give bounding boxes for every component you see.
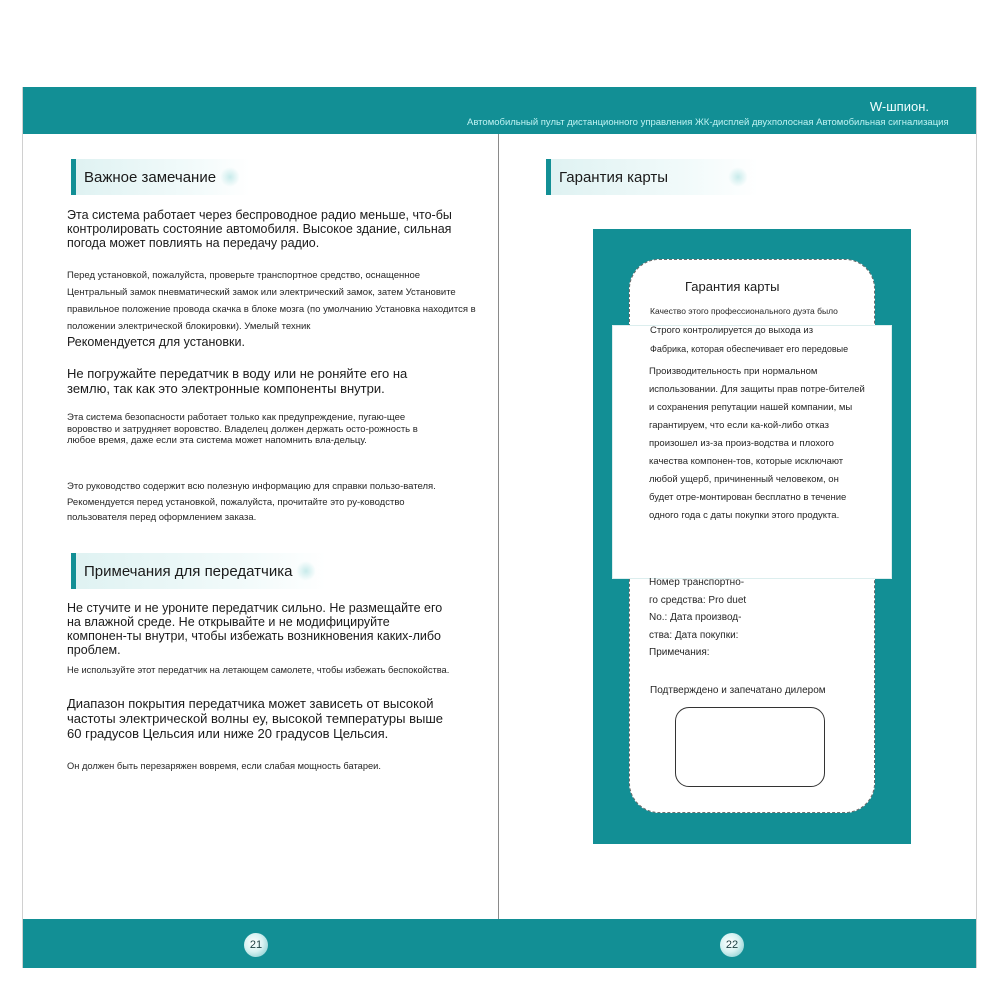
heading-transmitter-notes (71, 553, 316, 589)
heading-label: Важное замечание (76, 159, 250, 195)
heading-fade (728, 167, 748, 187)
paragraph-installation-block (67, 267, 477, 349)
heading-label: Гарантия карты (551, 159, 758, 195)
paragraph-installation-end: Рекомендуется для установки. (67, 335, 245, 349)
heading-fade (220, 167, 240, 187)
paragraph-transmitter-handling: Не стучите и не уроните передатчик сильно. Не размещайте его на влажной среде. Не открывайте и не модифицируйте компонен-ты внутри, чтобы избежать возникновения каких-либо проблем. (67, 601, 443, 657)
form-production-date-label: No.: Дата производ- (649, 612, 742, 623)
form-vehicle-number-label: Номер транспортно- (649, 577, 745, 588)
dealer-stamp-box (675, 707, 825, 787)
paragraph-battery-note: Он должен быть перезаряжен вовремя, если слабая мощность батареи. (67, 761, 381, 771)
warranty-card-title: Гарантия карты (685, 279, 780, 294)
heading-warranty-card (546, 159, 748, 195)
warranty-line-1: Качество этого профессионального дуэта было (650, 306, 838, 316)
brand-name: W-шпион. (869, 99, 929, 114)
paragraph-range-note: Диапазон покрытия передатчика может зависеть от высокой частоты электрической волны еу, высокой температуры выше 60 градусов Цельсия или ниже 20 градусов Цельсия. (67, 696, 444, 741)
paragraph-radio-notice: Эта система работает через беспроводное радио меньше, что-бы контролировать состояние автомобиля. Высокое здание, сильная погода может повлиять на передачу радио. (67, 208, 452, 250)
warranty-card (593, 229, 911, 844)
header-subtitle: Автомобильный пульт дистанционного управления ЖК-дисплей двухполосная Автомобильная сигнализация (467, 117, 949, 128)
paragraph-airplane-warning: Не используйте этот передатчик на летающем самолете, чтобы избежать беспокойства. (67, 665, 450, 675)
paragraph-security-warning: Эта система безопасности работает только как предупреждение, пугаю-щее воровство и затрудняет воровство. Владелец должен держать осто-рожность в любое время, даже если эта система может напомнить вла-дельцу. (67, 412, 418, 446)
heading-label: Примечания для передатчика (76, 553, 326, 589)
form-purchase-date-label: ства: Дата покупки: (649, 629, 739, 641)
paragraph-installation: Перед установкой, пожалуйста, проверьте транспортное средство, оснащенное Центральный замок пневматический замок или электрический замок, затем Установите правильное положение провода скачка в блоке мозга (по умолчанию Установка находится в положении электрической блокировки). Умелый техник (67, 270, 476, 332)
form-vehicle-model: го средства: Pro duet (649, 594, 747, 606)
warranty-card-body: Производительность при нормальном использовании. Для защиты прав потре-бителей и сохранения репутации нашей компании, мы гарантируем, что если ка-кой-либо отказ произошел из-за произ-водства и плохого качества компонен-тов, которые исключают любой ущерб, причиненный человеком, он будет отре-монтирован бесплатно в течение одного года с даты покупки этого продукта. (649, 366, 865, 521)
header-bar (23, 87, 976, 134)
page-number-left: 21 (244, 933, 268, 957)
form-notes-label: Примечания: (649, 647, 710, 658)
warranty-line-3: Фабрика, которая обеспечивает его передовые (650, 344, 849, 354)
warranty-line-2: Строго контролируется до выхода из (650, 325, 814, 336)
warranty-card-form (649, 574, 849, 662)
footer-bar (23, 919, 976, 968)
heading-important-notice (71, 159, 240, 195)
paragraph-manual-info: Это руководство содержит всю полезную информацию для справки пользо-вателя. Рекомендуется перед установкой, пожалуйста, прочитайте это ру-ководство пользователя перед оформлением заказа. (67, 481, 436, 523)
page-number-right: 22 (720, 933, 744, 957)
paragraph-water-warning: Не погружайте передатчик в воду или не роняйте его на землю, так как это электронные компоненты внутри. (67, 366, 408, 396)
heading-fade (296, 561, 316, 581)
warranty-card-quality-lines (650, 302, 900, 359)
booklet-spread (22, 87, 977, 968)
dealer-confirmation-label: Подтверждено и запечатано дилером (650, 685, 826, 696)
page-spine-divider (498, 134, 499, 968)
